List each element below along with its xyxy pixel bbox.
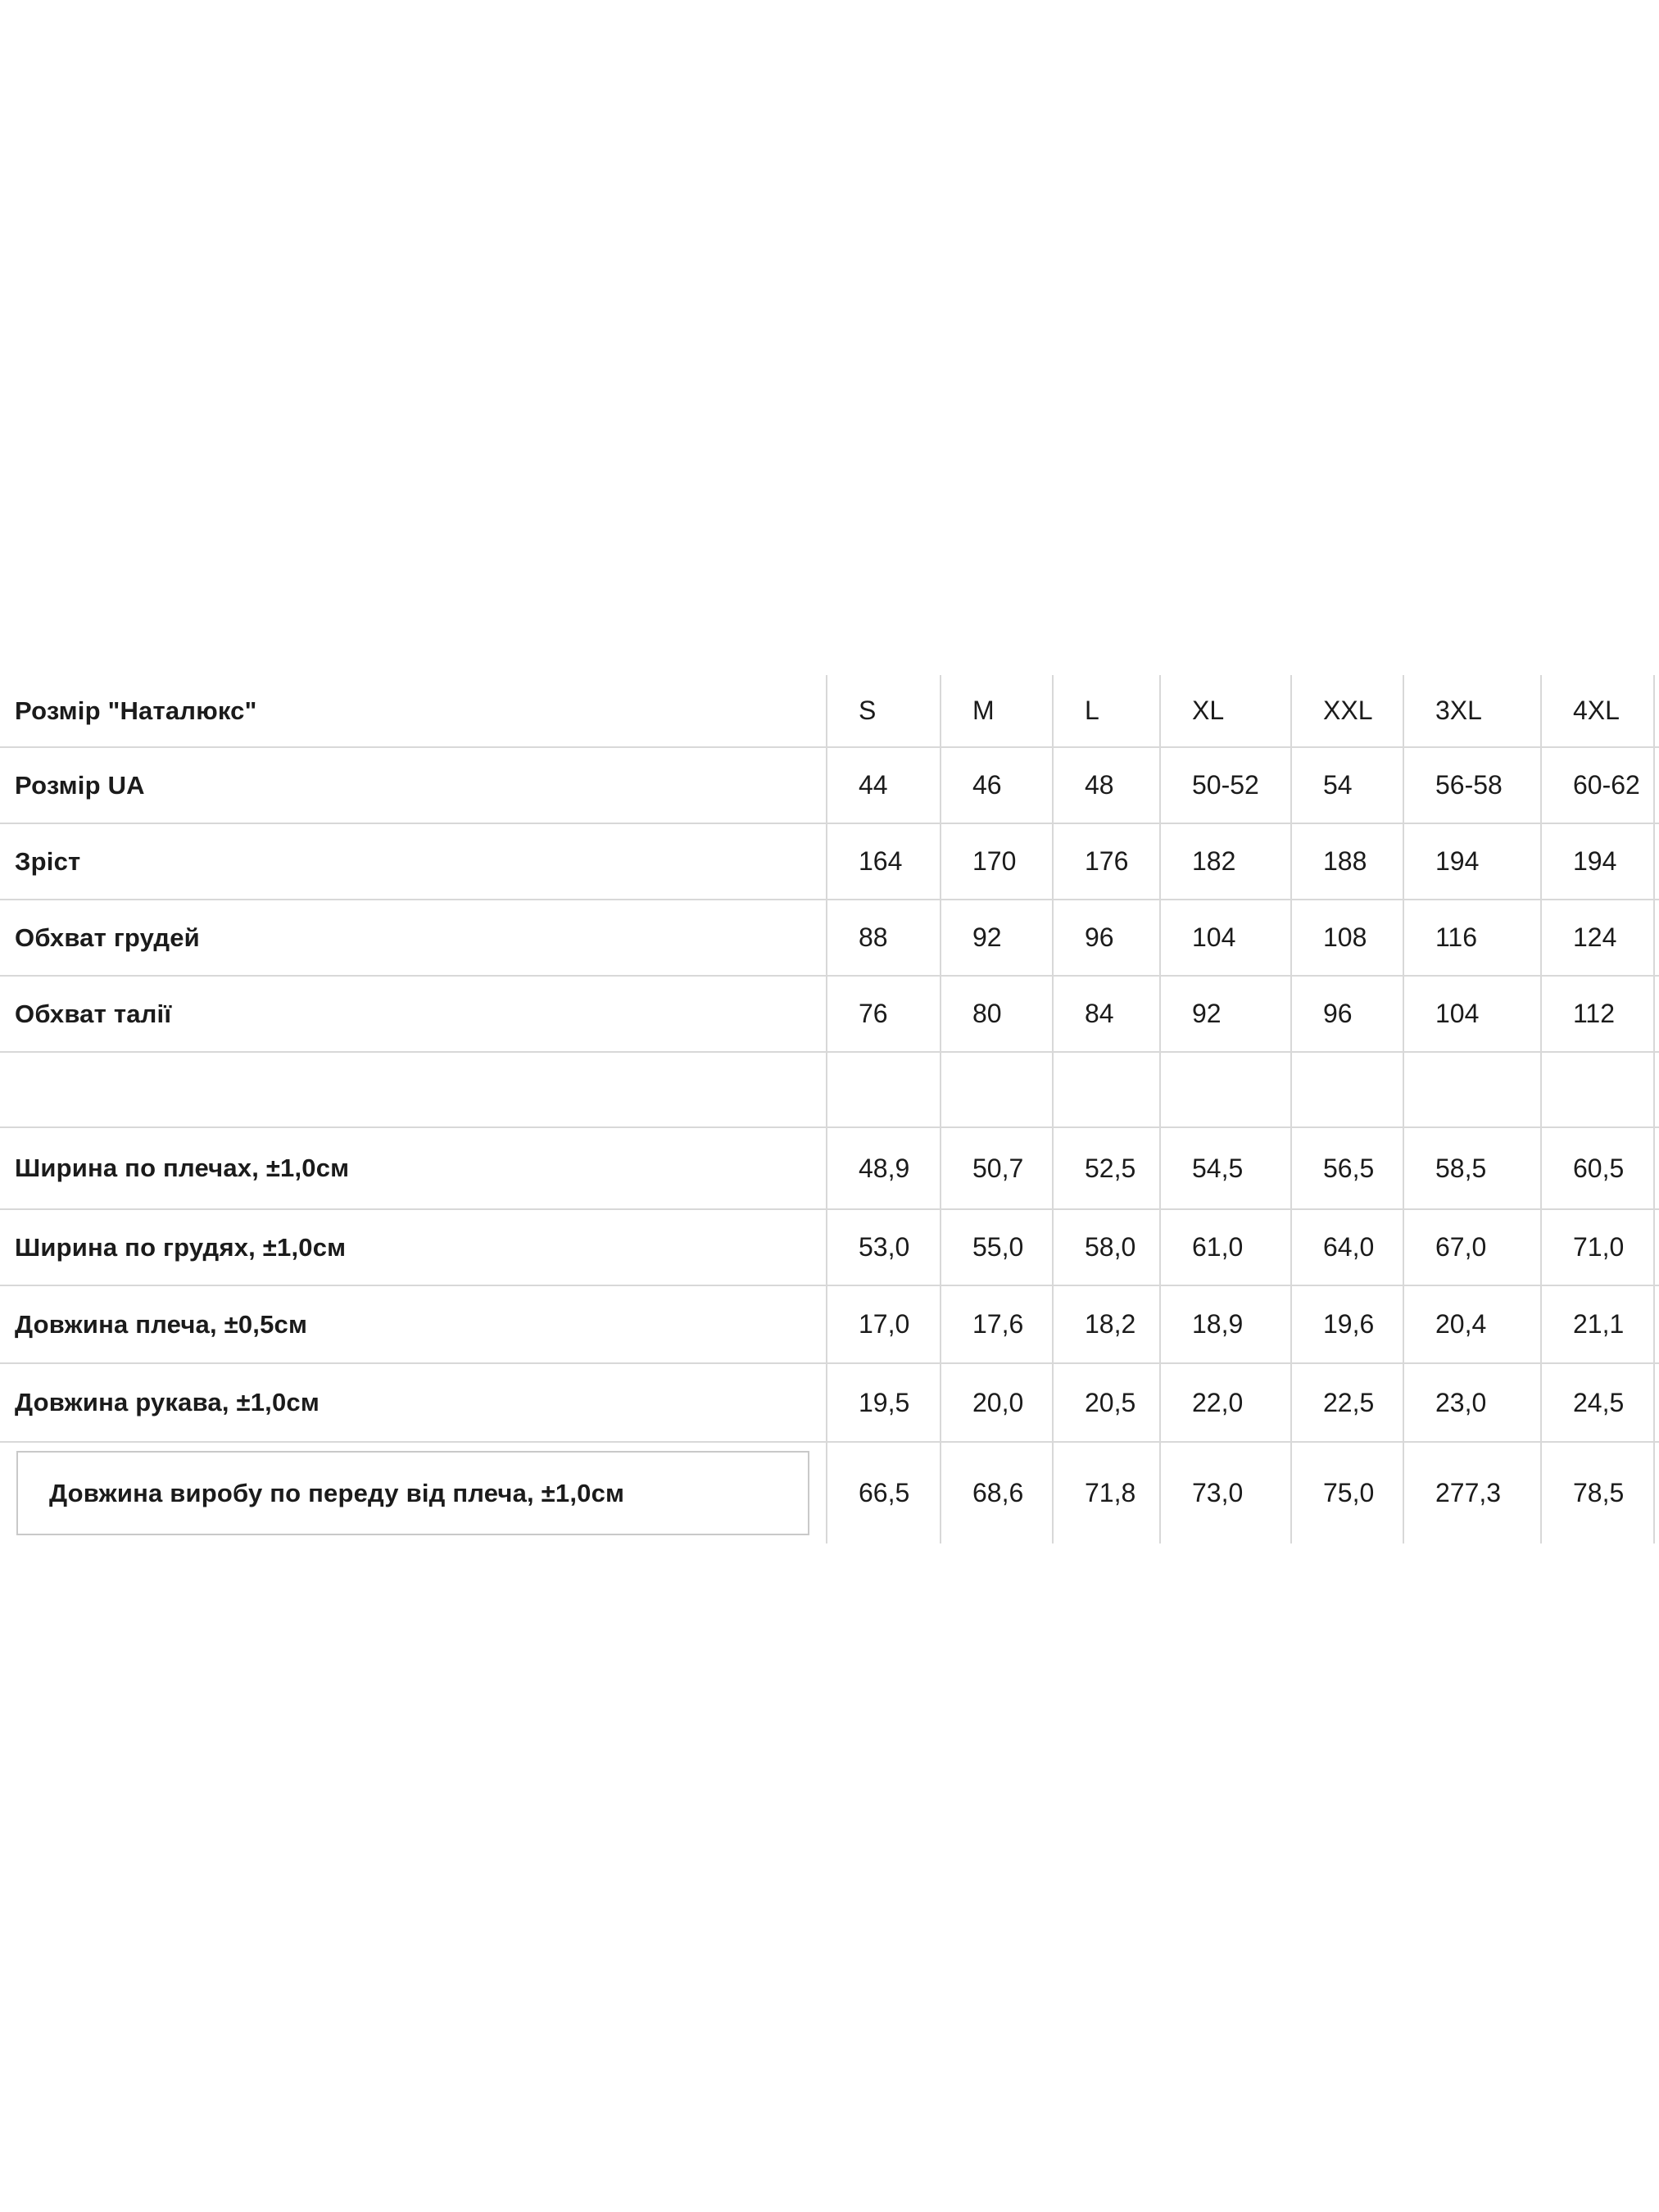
- value-cell: 176: [1052, 824, 1159, 899]
- size-table: [0, 675, 1659, 1543]
- value-cell: 54: [1290, 748, 1403, 823]
- value-cell: 68,6: [940, 1443, 1052, 1543]
- value-cell: 53,0: [826, 1210, 940, 1285]
- value-cell: 19,5: [826, 1364, 940, 1441]
- table-row: [0, 824, 1659, 900]
- row-label-cell: Ширина по грудях, ±1,0см: [15, 1232, 347, 1262]
- value-cell: 104: [1403, 977, 1540, 1051]
- value-cell: 92: [940, 900, 1052, 975]
- row-label-box: Довжина виробу по переду від плеча, ±1,0см: [16, 1451, 809, 1535]
- value-cell: 54,5: [1159, 1128, 1290, 1208]
- size-header-cell: XXL: [1290, 675, 1403, 746]
- value-cell: 48,9: [826, 1128, 940, 1208]
- value-cell: 96: [1052, 900, 1159, 975]
- value-cell: 67,0: [1403, 1210, 1540, 1285]
- value-cell: 23,0: [1403, 1364, 1540, 1441]
- value-cell: 66,5: [826, 1443, 940, 1543]
- value-cell: 22,5: [1290, 1364, 1403, 1441]
- row-label-cell: Розмір UA: [15, 770, 145, 800]
- size-header-cell: 3XL: [1403, 675, 1540, 746]
- value-cell: 194: [1540, 824, 1655, 899]
- row-label-cell: [0, 1443, 826, 1543]
- value-cell: 21,1: [1540, 1286, 1655, 1362]
- value-cell: 48: [1052, 748, 1159, 823]
- table-row: [0, 675, 1659, 748]
- table-row: [0, 1128, 1659, 1210]
- value-cell: [1159, 1053, 1290, 1126]
- value-cell: 182: [1159, 824, 1290, 899]
- value-cell: 80: [940, 977, 1052, 1051]
- value-cell: 112: [1540, 977, 1655, 1051]
- value-cell: 60,5: [1540, 1128, 1655, 1208]
- row-label-cell: Зріст: [15, 846, 81, 876]
- value-cell: 58,5: [1403, 1128, 1540, 1208]
- value-cell: [1290, 1053, 1403, 1126]
- value-cell: 18,9: [1159, 1286, 1290, 1362]
- row-label-cell: Обхват талії: [15, 999, 172, 1028]
- value-cell: 20,0: [940, 1364, 1052, 1441]
- value-cell: 58,0: [1052, 1210, 1159, 1285]
- table-row: [0, 1443, 1659, 1543]
- table-row: [0, 748, 1659, 824]
- value-cell: 17,6: [940, 1286, 1052, 1362]
- value-cell: 75,0: [1290, 1443, 1403, 1543]
- value-cell: 56,5: [1290, 1128, 1403, 1208]
- table-row: [0, 1364, 1659, 1443]
- value-cell: [940, 1053, 1052, 1126]
- value-cell: 46: [940, 748, 1052, 823]
- value-cell: [826, 1053, 940, 1126]
- value-cell: 194: [1403, 824, 1540, 899]
- value-cell: 50,7: [940, 1128, 1052, 1208]
- value-cell: [1540, 1053, 1655, 1126]
- size-header-cell: XL: [1159, 675, 1290, 746]
- value-cell: 64,0: [1290, 1210, 1403, 1285]
- value-cell: 18,2: [1052, 1286, 1159, 1362]
- value-cell: 22,0: [1159, 1364, 1290, 1441]
- value-cell: 170: [940, 824, 1052, 899]
- table-row: [0, 1210, 1659, 1286]
- value-cell: [1403, 1053, 1540, 1126]
- row-label-cell: Довжина плеча, ±0,5см: [15, 1309, 308, 1339]
- value-cell: 50-52: [1159, 748, 1290, 823]
- value-cell: 84: [1052, 977, 1159, 1051]
- value-cell: 24,5: [1540, 1364, 1655, 1441]
- value-cell: 20,4: [1403, 1286, 1540, 1362]
- value-cell: 116: [1403, 900, 1540, 975]
- value-cell: 88: [826, 900, 940, 975]
- value-cell: 44: [826, 748, 940, 823]
- size-header-cell: S: [826, 675, 940, 746]
- value-cell: 56-58: [1403, 748, 1540, 823]
- row-label-cell: Ширина по плечах, ±1,0см: [15, 1154, 350, 1182]
- value-cell: 78,5: [1540, 1443, 1655, 1543]
- value-cell: 76: [826, 977, 940, 1051]
- row-label-cell: Розмір "Наталюкс": [15, 696, 257, 725]
- table-row: [0, 1053, 1659, 1128]
- value-cell: 17,0: [826, 1286, 940, 1362]
- value-cell: 60-62: [1540, 748, 1655, 823]
- value-cell: 55,0: [940, 1210, 1052, 1285]
- value-cell: 164: [826, 824, 940, 899]
- row-label-cell: Довжина рукава, ±1,0см: [15, 1388, 320, 1416]
- row-label-cell: Обхват грудей: [15, 922, 200, 952]
- row-label-cell: [0, 1053, 826, 1126]
- value-cell: 92: [1159, 977, 1290, 1051]
- value-cell: [1052, 1053, 1159, 1126]
- table-row: [0, 1286, 1659, 1364]
- value-cell: 96: [1290, 977, 1403, 1051]
- value-cell: 188: [1290, 824, 1403, 899]
- value-cell: 104: [1159, 900, 1290, 975]
- table-row: [0, 977, 1659, 1053]
- value-cell: 108: [1290, 900, 1403, 975]
- value-cell: 73,0: [1159, 1443, 1290, 1543]
- value-cell: 61,0: [1159, 1210, 1290, 1285]
- value-cell: 277,3: [1403, 1443, 1540, 1543]
- value-cell: 124: [1540, 900, 1655, 975]
- value-cell: 71,0: [1540, 1210, 1655, 1285]
- table-row: [0, 900, 1659, 977]
- value-cell: 20,5: [1052, 1364, 1159, 1441]
- value-cell: 19,6: [1290, 1286, 1403, 1362]
- size-header-cell: L: [1052, 675, 1159, 746]
- size-header-cell: M: [940, 675, 1052, 746]
- value-cell: 52,5: [1052, 1128, 1159, 1208]
- size-header-cell: 4XL: [1540, 675, 1655, 746]
- value-cell: 71,8: [1052, 1443, 1159, 1543]
